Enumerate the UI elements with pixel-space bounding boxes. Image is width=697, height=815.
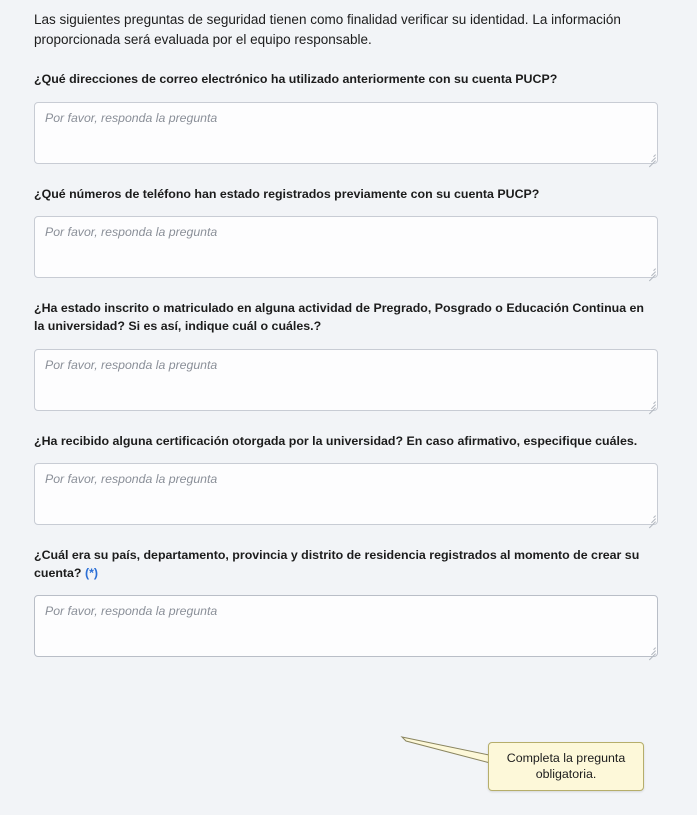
answer-wrapper-5 (34, 595, 658, 657)
answer-input-3[interactable] (34, 349, 658, 411)
validation-tooltip-pointer-icon (400, 735, 496, 765)
answer-input-4[interactable] (34, 463, 658, 525)
question-block-3 (34, 300, 663, 410)
answer-input-2[interactable] (34, 216, 658, 278)
question-block-2 (34, 186, 663, 279)
required-marker: (*) (84, 565, 99, 580)
validation-tooltip (488, 742, 644, 791)
question-label-1: ¿Qué direcciones de correo electrónico ha utilizado anteriormente con su cuenta PUCP? (34, 72, 558, 87)
answer-wrapper-1 (34, 102, 658, 164)
question-block-4 (34, 433, 663, 526)
question-block-5 (34, 547, 663, 657)
answer-input-1[interactable] (34, 102, 658, 164)
question-label-4: ¿Ha recibido alguna certificación otorgada por la universidad? En caso afirmativo, especifique cuáles. (34, 433, 638, 448)
question-block-1 (34, 71, 663, 164)
answer-wrapper-3 (34, 349, 658, 411)
validation-tooltip-message: Completa la pregunta obligatoria. (506, 751, 626, 782)
question-label-2: ¿Qué números de teléfono han estado registrados previamente con su cuenta PUCP? (34, 186, 540, 201)
question-label-5 (34, 547, 649, 582)
form-intro-text: Las siguientes preguntas de seguridad tienen como finalidad verificar su identidad. La información proporcionada será evaluada por el equipo responsable. (34, 12, 621, 47)
answer-wrapper-2 (34, 216, 658, 278)
question-label-3: ¿Ha estado inscrito o matriculado en alguna actividad de Pregrado, Posgrado o Educación Continua en la universidad? Si es así, indique cuál o cuáles.? (34, 301, 645, 333)
answer-input-5[interactable] (34, 595, 658, 657)
answer-wrapper-4 (34, 463, 658, 525)
question-label-5-text: ¿Cuál era su país, departamento, provincia y distrito de residencia registrados al momento de crear su cuenta? (34, 548, 640, 580)
